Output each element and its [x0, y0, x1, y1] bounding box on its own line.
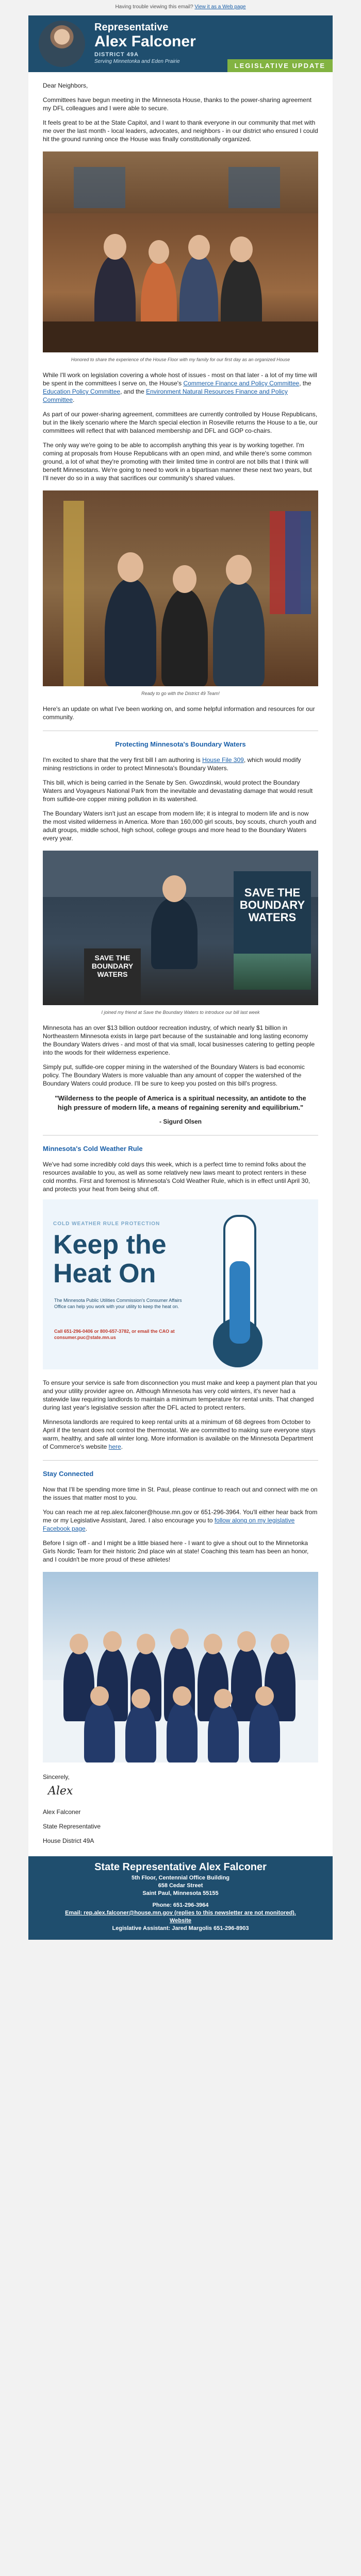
footer-assistant: Legislative Assistant: Jared Margolis 651-296-8903: [112, 1925, 249, 1931]
preheader: [0, 0, 361, 15]
nordic-team-photo: [43, 1572, 318, 1762]
graphic-headline-line-1: Keep the: [53, 1230, 167, 1260]
connected-paragraph-3: Before I sign off - and I might be a little biased here - I want to give a shout out to the Minnetonka Girls Nordic Team for their historic 2nd place win at state! Coaching this team has been an honor, and I couldn't be more proud of these athletes!: [43, 1539, 309, 1563]
legislative-update-badge: LEGISLATIVE UPDATE: [227, 59, 333, 72]
footer: [28, 1856, 333, 1940]
cold-weather-paragraph-1: We've had some incredibly cold days this week, which is a perfect time to remind folks about the resources available to you, as well as some relatively new laws meant to protect renters in these cold months. First and foremost is Minnesota's Cold Weather Rule, which is in effect until April 30, and protects your heat from being shut off.: [43, 1161, 310, 1193]
thermometer-fill: [229, 1261, 250, 1344]
bipartisan-paragraph: The only way we're going to be able to accomplish anything this year is by working together. I'm coming at proposals from House Republicans with an open mind, and while there's some common ground, a lot of what they're promoting with their limited time in control are not bills that I think will benefit Minnesotans. We're going to need to work in a bipartisan manner these next two years, but I'll never do so in a way that sacrifices our community's shared values.: [43, 442, 312, 482]
graphic-small-title: COLD WEATHER RULE PROTECTION: [53, 1221, 160, 1227]
podium-sign: SAVE THE BOUNDARY WATERS: [91, 954, 134, 978]
sincerely: Sincerely,: [43, 1773, 70, 1781]
newsletter: [28, 15, 333, 1940]
bwca-paragraph-1: [43, 756, 318, 772]
footer-phone: Phone: 651-296-3964: [152, 1902, 209, 1908]
facebook-page-link[interactable]: follow along on my legislative Facebook page: [43, 1517, 295, 1532]
stay-connected-title: Stay Connected: [43, 1470, 94, 1478]
rep-name: Alex Falconer: [94, 33, 196, 50]
power-sharing-paragraph: As part of our power-sharing agreement, committees are currently controlled by House Republicans, but in the likely scenario where the March special election in Roseville returns the House to a tie, our committees will reflect that with balanced membership and DFL and GOP co-chairs.: [43, 411, 318, 434]
bwca-paragraph-5: Simply put, sulfide-ore copper mining in the watershed of the Boundary Waters is bad economic policy. The Boundary Waters is more valuable than any amount of copper the watershed of the Boundary Waters could produce. I'll be sure to keep you posted on this bill's progress.: [43, 1063, 305, 1087]
graphic-headline: [53, 1230, 167, 1288]
district-team-photo: [43, 490, 318, 686]
cold-text-a: Minnesota landlords are required to keep rental units at a minimum of 68 degrees from October to April if the tenant does not control the thermostat. We are committed to making sure everyone stays warm, healthy, and safe all winter long. More information is available on the Minnesota Department of Commerce's website: [43, 1418, 316, 1450]
environment-committee-link[interactable]: Environment Natural Resources Finance and Policy Committee: [43, 388, 288, 403]
bwca-paragraph-4: Minnesota has an over $13 billion outdoor recreation industry, of which nearly $1 billion in Northeastern Minnesota exists in large part because of the sustainable and long lasting economy the Boundary Waters drives - and most of that via small, local businesses catering to getting people into the woods for their wilderness experience.: [43, 1024, 315, 1056]
caption-family-photo: Honored to share the experience of the House Floor with my family for our first day as an organized House: [71, 357, 290, 362]
commerce-committee-link[interactable]: Commerce Finance and Policy Committee: [183, 380, 300, 387]
bwca-text-a: I'm excited to share that the very first bill I am authoring is: [43, 756, 203, 764]
divider: [43, 1460, 318, 1461]
committees-text-a: While I'll work on legislation covering a whole host of issues - most on that later - a lot of my time will be spent in the committees I serve on, the House's: [43, 371, 317, 387]
caption-bwca-photo: I joined my friend at Save the Boundary Waters to introduce our bill last week: [101, 1010, 260, 1015]
greeting: Dear Neighbors,: [43, 82, 88, 89]
save-boundary-waters-sign: SAVE THE BOUNDARY WATERS: [239, 886, 305, 924]
footer-address-3: Saint Paul, Minnesota 55155: [142, 1890, 219, 1896]
bwca-paragraph-2: This bill, which is being carried in the Senate by Sen. Gwozdinski, would protect the Boundary Waters and Voyageurs National Park from the inevitable and devastating damage that would result from sulfide-ore copper mining pollution in its watershed.: [43, 779, 313, 803]
connected-paragraph-2: [43, 1508, 318, 1533]
signoff-name: Alex Falconer: [43, 1808, 81, 1816]
representative-photo: [39, 21, 85, 67]
footer-title: State Representative Alex Falconer: [94, 1861, 267, 1873]
quote-author: - Sigurd Olsen: [159, 1118, 202, 1125]
house-file-309-link[interactable]: House File 309: [202, 756, 244, 764]
committees-text-c: , and the: [120, 388, 146, 395]
education-committee-link[interactable]: Education Policy Committee: [43, 388, 121, 395]
graphic-call-info: Call 651-296-0406 or 800-657-3782, or email the CAO at consumer.puc@state.mn.us: [54, 1329, 175, 1340]
bwca-text-b: , which would modify mining restrictions in order to protect Minnesota's Boundary Waters.: [43, 756, 301, 772]
intro-paragraph-1: Committees have begun meeting in the Minnesota House, thanks to the power-sharing agreement my DFL colleagues and I were able to secure.: [43, 96, 311, 112]
district-label: DISTRICT 49A: [94, 52, 139, 58]
committees-text-d: .: [73, 396, 75, 403]
commerce-website-link[interactable]: here: [108, 1443, 121, 1450]
connected-text-a: You can reach me at rep.alex.falconer@house.mn.gov or 651-296-3964. You'll either hear back from me or my Legislative Assistant, Jared. I also encourage you to: [43, 1509, 318, 1524]
web-view-link[interactable]: View it as a Web page: [194, 4, 246, 10]
cold-weather-paragraph-3: [43, 1418, 318, 1451]
keep-heat-on-graphic: [43, 1199, 318, 1369]
footer-email-link[interactable]: Email: rep.alex.falconer@house.mn.gov (replies to this newsletter are not monitored).: [65, 1910, 296, 1916]
house-floor-family-photo: [43, 151, 318, 352]
connected-text-b: .: [85, 1525, 88, 1532]
update-paragraph: Here's an update on what I've been working on, and some helpful information and resources for our community.: [43, 705, 315, 721]
committees-text-b: , the: [299, 380, 311, 387]
bwca-paragraph-3: The Boundary Waters isn't just an escape from modern life; it is integral to modern life and is now the most visited wilderness in America. More than 160,000 girl scouts, boy scouts, church youth and adult groups, middle school, high school, college groups and more head to the Boundary Waters every year.: [43, 810, 317, 842]
cold-weather-section-title: Minnesota's Cold Weather Rule: [43, 1145, 143, 1153]
preheader-text: Having trouble viewing this email?: [115, 4, 193, 10]
committees-paragraph: [43, 371, 318, 404]
boundary-waters-event-photo: [43, 851, 318, 1005]
connected-paragraph-1: Now that I'll be spending more time in St. Paul, please continue to reach out and connect with me on the issues that matter most to you.: [43, 1486, 318, 1501]
signature: Alex: [48, 1785, 73, 1798]
graphic-body: The Minnesota Public Utilities Commission's Consumer Affairs Office can help you work with your utility to keep the heat on.: [54, 1298, 182, 1309]
signoff-title: State Representative: [43, 1823, 101, 1830]
footer-address-1: 5th Floor, Centennial Office Building: [131, 1875, 230, 1881]
footer-address-2: 658 Cedar Street: [158, 1883, 203, 1889]
caption-team-photo: Ready to go with the District 49 Team!: [141, 691, 220, 696]
bwca-section-title: Protecting Minnesota's Boundary Waters: [115, 740, 246, 748]
graphic-headline-line-2: Heat On: [53, 1259, 156, 1289]
cold-text-b: .: [121, 1443, 123, 1450]
divider: [43, 1135, 318, 1136]
cold-weather-paragraph-2: To ensure your service is safe from disconnection you must make and keep a payment plan that you and your utility provider agree on. Although Minnesota has very cold winters, it's never had a statewide law requiring landlords to maintain a minimum temperature for rental units. That changed during last year's legislative session after the DFL acted to protect renters.: [43, 1379, 317, 1411]
olsen-quote: "Wilderness to the people of America is a spiritual necessity, an antidote to the high pressure of modern life, a means of regaining serenity and equilibrium.": [55, 1094, 306, 1111]
intro-paragraph-2: It feels great to be at the State Capitol, and I want to thank everyone in our community that met with me over the last month - local leaders, advocates, and neighbors - in our district who ensured I could hit the ground running once the House was finally constitutionally organized.: [43, 119, 318, 143]
header-banner: [28, 15, 333, 72]
content: [28, 72, 333, 1856]
signoff-district: House District 49A: [43, 1837, 94, 1844]
rep-label: Representative: [94, 22, 169, 33]
footer-website-link[interactable]: Website: [170, 1918, 191, 1924]
tagline: Serving Minnetonka and Eden Prairie: [94, 59, 180, 64]
